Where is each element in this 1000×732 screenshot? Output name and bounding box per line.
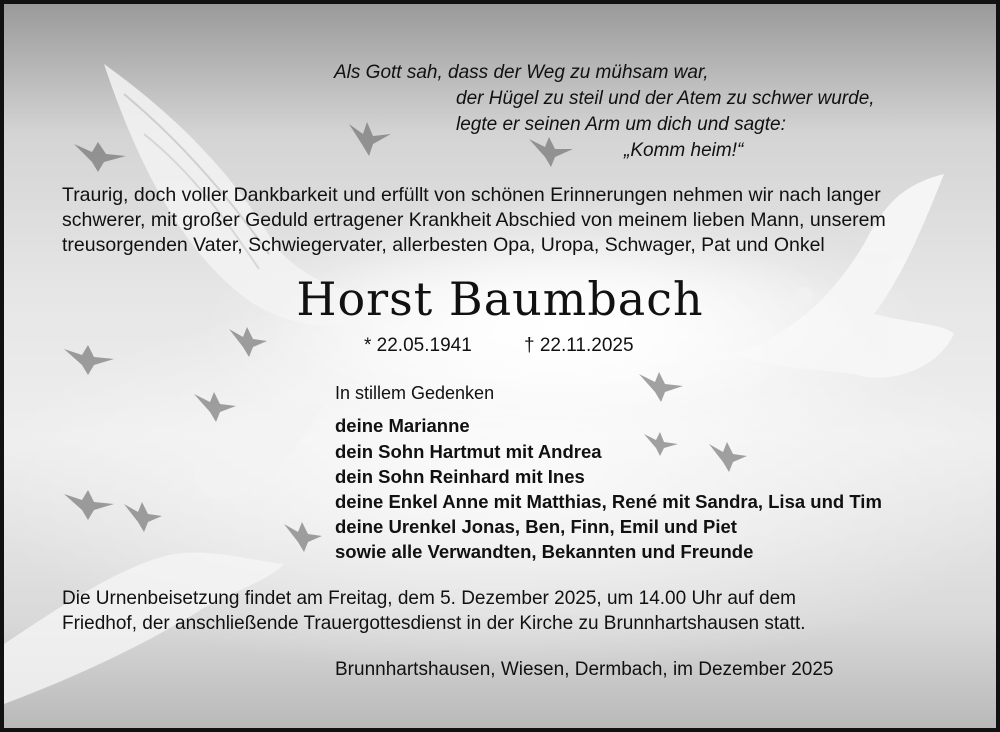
- poem-line-3: legte er seinen Arm um dich und sagte:: [456, 114, 786, 135]
- mourner-line: sowie alle Verwandten, Bekannten und Freunde: [335, 541, 754, 562]
- mourners-heading: In stillem Gedenken: [335, 383, 495, 403]
- mourner-line: dein Sohn Hartmut mit Andrea: [335, 441, 602, 462]
- poem-line-4: „Komm heim!“: [624, 140, 744, 161]
- mourner-line: deine Urenkel Jonas, Ben, Finn, Emil und Piet: [335, 516, 737, 537]
- intro-line-3: treusorgenden Vater, Schwiegervater, allerbesten Opa, Uropa, Schwager, Pat und Onkel: [62, 234, 825, 256]
- deceased-name: Horst Baumbach: [296, 272, 704, 326]
- death-date: † 22.11.2025: [524, 335, 634, 356]
- intro-line-2: schwerer, mit großer Geduld ertragener Krankheit Abschied von meinem lieben Mann, unserem: [62, 209, 886, 231]
- funeral-info-line-1: Die Urnenbeisetzung findet am Freitag, dem 5. Dezember 2025, um 14.00 Uhr auf dem: [62, 588, 796, 609]
- birth-date: * 22.05.1941: [364, 335, 472, 356]
- mourner-line: dein Sohn Reinhard mit Ines: [335, 466, 585, 487]
- mourner-line: deine Marianne: [335, 415, 470, 436]
- mourner-line: deine Enkel Anne mit Matthias, René mit Sandra, Lisa und Tim: [335, 491, 882, 512]
- place-date: Brunnhartshausen, Wiesen, Dermbach, im Dezember 2025: [335, 659, 834, 680]
- poem-line-1: Als Gott sah, dass der Weg zu mühsam war,: [334, 62, 709, 83]
- funeral-info-line-2: Friedhof, der anschließende Trauergottesdienst in der Kirche zu Brunnhartshausen statt.: [62, 613, 806, 634]
- intro-line-1: Traurig, doch voller Dankbarkeit und erfüllt von schönen Erinnerungen nehmen wir nach langer: [62, 184, 881, 206]
- poem-line-2: der Hügel zu steil und der Atem zu schwer wurde,: [456, 88, 875, 109]
